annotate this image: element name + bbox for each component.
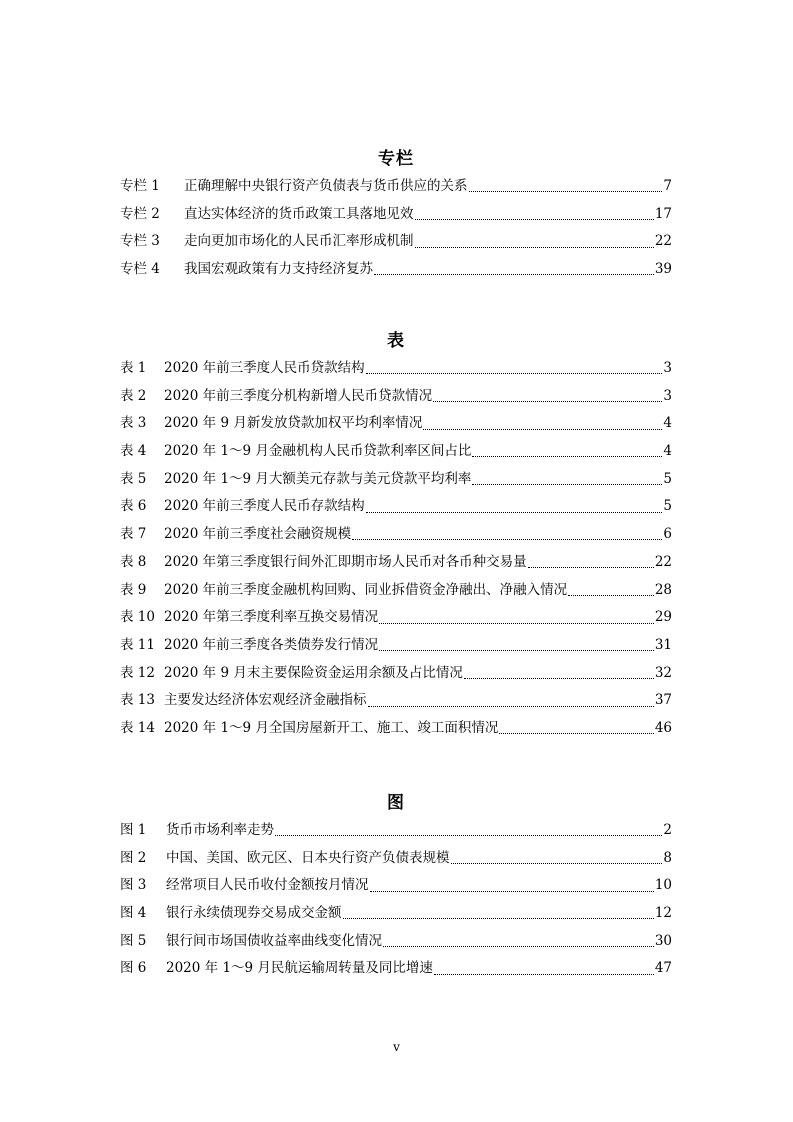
- entry-title: 2020 年 1～9 月金融机构人民币贷款利率区间占比: [164, 443, 472, 460]
- tables-toc-section: [120, 327, 672, 743]
- columns-toc-section: [120, 145, 672, 284]
- entry-page-number: 7: [663, 178, 672, 194]
- toc-entry[interactable]: [120, 845, 672, 873]
- entry-page-number: 37: [654, 692, 672, 709]
- dot-leader: [415, 247, 654, 248]
- entry-title: 直达实体经济的货币政策工具落地见效: [184, 205, 414, 222]
- entry-title: 2020 年第三季度银行间外汇即期市场人民币对各币种交易量: [164, 553, 527, 570]
- dot-leader: [499, 733, 653, 734]
- dot-leader: [464, 678, 654, 679]
- entry-label: 表 8: [120, 553, 147, 570]
- toc-entry[interactable]: [120, 900, 672, 928]
- entry-label: 专栏 2: [120, 205, 160, 222]
- toc-entry[interactable]: [120, 549, 672, 577]
- entry-title: 2020 年 1～9 月民航运输周转量及同比增速: [166, 960, 433, 977]
- entry-title: 2020 年前三季度金融机构回购、同业拆借资金净融出、净融入情况: [164, 581, 568, 598]
- entry-label: 图 5: [120, 932, 147, 949]
- toc-entry[interactable]: [120, 577, 672, 605]
- dot-leader: [433, 401, 662, 402]
- dot-leader: [415, 219, 654, 220]
- entry-page-number: 8: [663, 849, 672, 866]
- toc-entry[interactable]: [120, 228, 672, 256]
- entry-label: 图 4: [120, 905, 147, 922]
- toc-entry[interactable]: [120, 687, 672, 715]
- toc-entry[interactable]: [120, 355, 672, 383]
- entry-page-number: 2: [663, 822, 672, 838]
- figures-section-title: 图: [387, 793, 405, 813]
- entry-label: 表 13: [120, 692, 155, 709]
- dot-leader: [469, 191, 663, 192]
- dot-leader: [352, 539, 662, 540]
- entry-title: 2020 年前三季度各类债券发行情况: [164, 636, 379, 653]
- entry-label: 表 3: [120, 415, 147, 432]
- entry-title: 2020 年 9 月新发放贷款加权平均利率情况: [164, 415, 423, 432]
- entry-title: 走向更加市场化的人民币汇率形成机制: [184, 233, 414, 250]
- entry-page-number: 6: [663, 526, 672, 543]
- entry-page-number: 22: [654, 553, 672, 570]
- entry-page-number: 17: [654, 205, 672, 222]
- entry-title: 2020 年 9 月末主要保险资金运用余额及占比情况: [164, 664, 463, 681]
- toc-entry[interactable]: [120, 521, 672, 549]
- dot-leader: [343, 918, 654, 919]
- entry-page-number: 32: [654, 664, 672, 681]
- toc-entry[interactable]: [120, 817, 672, 845]
- toc-entry[interactable]: [120, 383, 672, 411]
- toc-entry[interactable]: [120, 173, 672, 201]
- toc-entry[interactable]: [120, 660, 672, 688]
- figures-toc-section: [120, 789, 672, 983]
- entry-label: 表 1: [120, 360, 147, 376]
- entry-page-number: 3: [663, 387, 672, 404]
- toc-entry[interactable]: [120, 715, 672, 743]
- entry-page-number: 12: [654, 905, 672, 922]
- dot-leader: [374, 274, 654, 275]
- entry-page-number: 10: [654, 877, 672, 894]
- entry-label: 专栏 1: [120, 178, 160, 194]
- entry-page-number: 47: [654, 960, 672, 977]
- entry-title: 2020 年前三季度人民币贷款结构: [164, 360, 365, 376]
- entry-page-number: 31: [654, 636, 672, 653]
- entry-page-number: 39: [654, 261, 672, 278]
- entry-label: 表 7: [120, 526, 147, 543]
- toc-entry[interactable]: [120, 256, 672, 284]
- entry-title: 货币市场利率走势: [166, 822, 274, 838]
- dot-leader: [383, 946, 654, 947]
- toc-entry[interactable]: [120, 928, 672, 956]
- entry-label: 表 11: [120, 636, 155, 653]
- toc-entry[interactable]: [120, 466, 672, 494]
- entry-page-number: 22: [654, 233, 672, 250]
- dot-leader: [528, 567, 654, 568]
- dot-leader: [275, 835, 662, 836]
- entry-title: 2020 年 1～9 月全国房屋新开工、施工、竣工面积情况: [164, 719, 499, 736]
- entry-label: 图 6: [120, 960, 147, 977]
- dot-leader: [368, 706, 654, 707]
- dot-leader: [472, 484, 662, 485]
- entry-title: 经常项目人民币收付金额按月情况: [166, 877, 369, 894]
- entry-title: 2020 年第三季度利率互换交易情况: [164, 609, 379, 626]
- entry-page-number: 5: [663, 498, 672, 515]
- entry-label: 表 14: [120, 719, 155, 736]
- toc-entry[interactable]: [120, 410, 672, 438]
- dot-leader: [366, 512, 663, 513]
- columns-toc-list: [120, 173, 672, 284]
- entry-label: 表 6: [120, 498, 147, 515]
- toc-entry[interactable]: [120, 872, 672, 900]
- entry-title: 2020 年前三季度分机构新增人民币贷款情况: [164, 387, 433, 404]
- toc-entry[interactable]: [120, 438, 672, 466]
- toc-entry[interactable]: [120, 493, 672, 521]
- dot-leader: [370, 891, 654, 892]
- entry-label: 图 3: [120, 877, 147, 894]
- entry-title: 中国、美国、欧元区、日本央行资产负债表规模: [166, 849, 450, 866]
- dot-leader: [472, 456, 662, 457]
- page-number: v: [393, 1040, 400, 1054]
- dot-leader: [379, 650, 654, 651]
- entry-label: 专栏 4: [120, 261, 160, 278]
- entry-title: 2020 年前三季度人民币存款结构: [164, 498, 365, 515]
- entry-page-number: 5: [663, 470, 672, 487]
- entry-title: 我国宏观政策有力支持经济复苏: [184, 261, 373, 278]
- entry-page-number: 29: [654, 609, 672, 626]
- dot-leader: [568, 595, 654, 596]
- dot-leader: [434, 974, 654, 975]
- entry-label: 表 2: [120, 387, 147, 404]
- entry-label: 表 5: [120, 470, 147, 487]
- tables-toc-list: [120, 355, 672, 743]
- entry-label: 表 12: [120, 664, 155, 681]
- dot-leader: [451, 863, 663, 864]
- entry-title: 银行永续债现券交易成交金额: [166, 905, 342, 922]
- columns-section-title: 专栏: [378, 149, 414, 169]
- entry-page-number: 30: [654, 932, 672, 949]
- entry-page-number: 3: [663, 360, 672, 376]
- toc-entry[interactable]: [120, 604, 672, 632]
- entry-title: 银行间市场国债收益率曲线变化情况: [166, 932, 382, 949]
- entry-label: 表 10: [120, 609, 155, 626]
- entry-title: 主要发达经济体宏观经济金融指标: [164, 692, 367, 709]
- dot-leader: [423, 429, 662, 430]
- entry-page-number: 4: [663, 443, 672, 460]
- dot-leader: [366, 373, 663, 374]
- entry-label: 图 2: [120, 849, 147, 866]
- entry-page-number: 4: [663, 415, 672, 432]
- entry-label: 表 9: [120, 581, 147, 598]
- tables-section-title: 表: [387, 331, 405, 351]
- dot-leader: [379, 623, 654, 624]
- entry-title: 2020 年 1～9 月大额美元存款与美元贷款平均利率: [164, 470, 472, 487]
- entry-page-number: 28: [654, 581, 672, 598]
- entry-page-number: 46: [654, 719, 672, 736]
- figures-toc-list: [120, 817, 672, 983]
- entry-label: 专栏 3: [120, 233, 160, 250]
- entry-title: 正确理解中央银行资产负债表与货币供应的关系: [184, 178, 468, 194]
- toc-entry[interactable]: [120, 955, 672, 983]
- entry-label: 表 4: [120, 443, 147, 460]
- toc-entry[interactable]: [120, 201, 672, 229]
- entry-label: 图 1: [120, 822, 147, 838]
- entry-title: 2020 年前三季度社会融资规模: [164, 526, 352, 543]
- toc-entry[interactable]: [120, 632, 672, 660]
